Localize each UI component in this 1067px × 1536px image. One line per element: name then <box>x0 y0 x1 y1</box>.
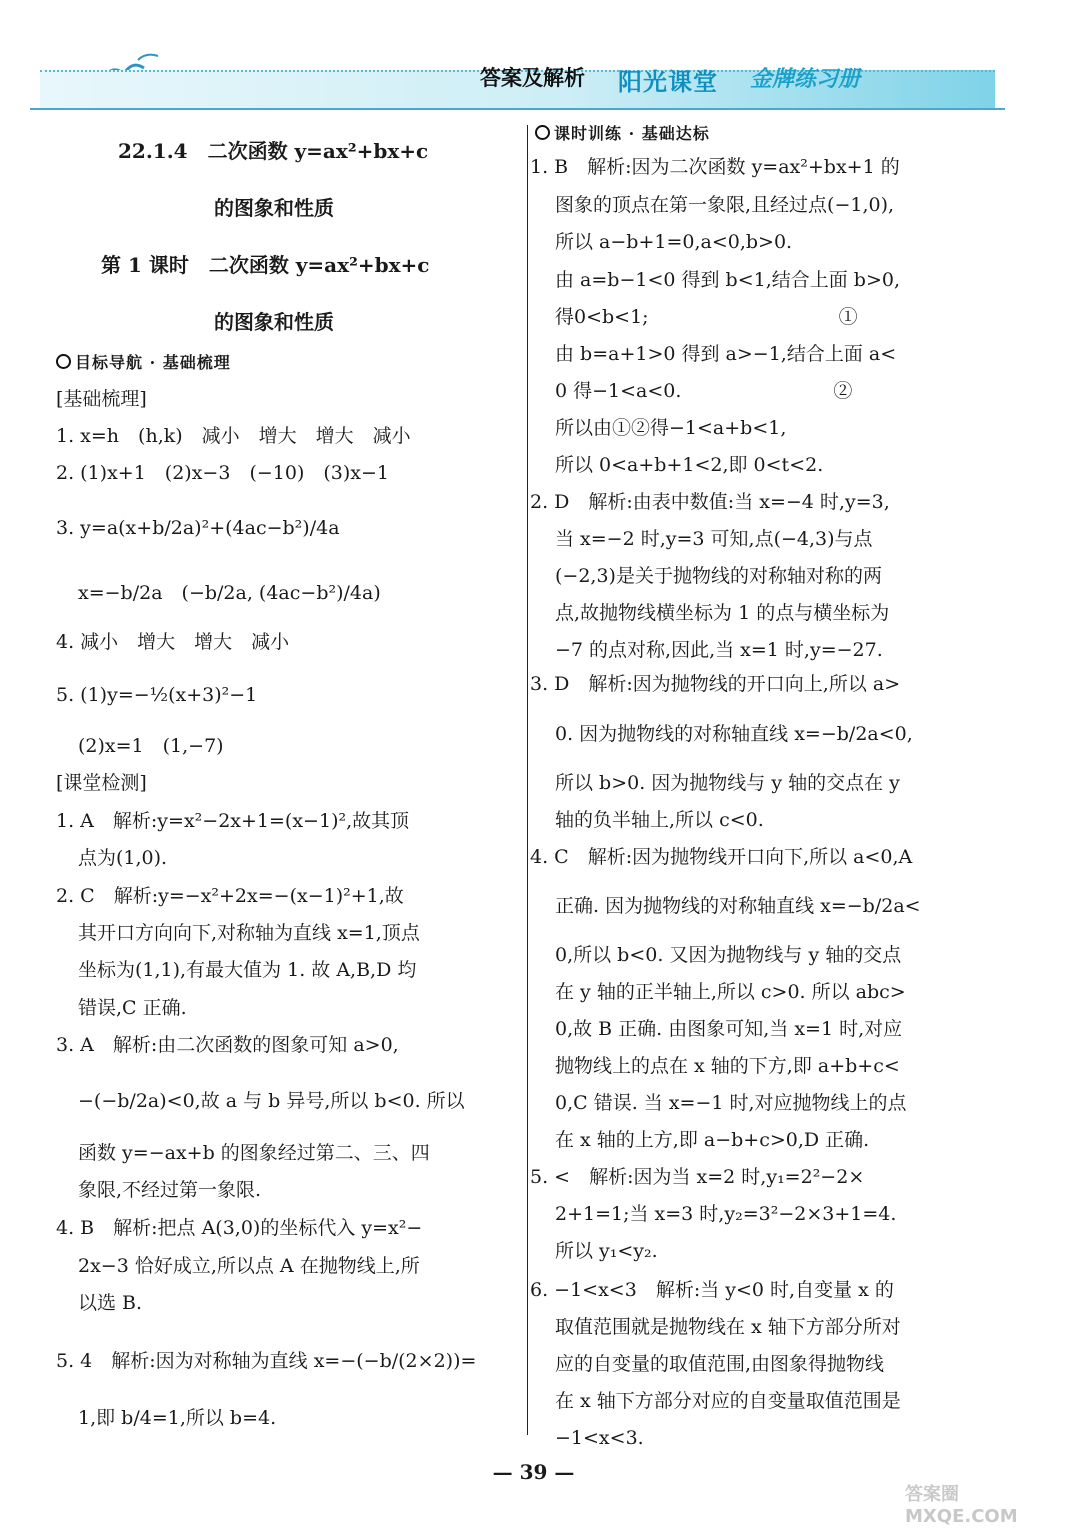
answer-line: 所以 y₁<y₂. <box>555 1240 658 1262</box>
bullet-icon <box>535 125 550 140</box>
answer-line: −1<x<3. <box>555 1427 644 1449</box>
answer-line: 抛物线上的点在 x 轴的下方,即 a+b+c< <box>555 1055 900 1077</box>
answer-line: 4. 减小 增大 增大 减小 <box>56 631 290 653</box>
section-title: 22.1.4 二次函数 y=ax²+bx+c <box>118 139 429 163</box>
answer-line: 由 b=a+1>0 得到 a>−1,结合上面 a< <box>555 343 897 365</box>
answer-line: 0 得−1<a<0. ② <box>555 380 853 402</box>
answer-line: 2. D 解析:由表中数值:当 x=−4 时,y=3, <box>530 491 890 513</box>
subsection-tag <box>56 344 231 381</box>
answer-line: 4. B 解析:把点 A(3,0)的坐标代入 y=x²− <box>56 1217 423 1239</box>
answer-line: 1. B 解析:因为二次函数 y=ax²+bx+1 的 <box>530 156 900 178</box>
answer-line: 3. D 解析:因为抛物线的开口向上,所以 a> <box>530 673 901 695</box>
answer-line: 取值范围就是抛物线在 x 轴下方部分所对 <box>555 1316 901 1338</box>
section-title-cont: 的图象和性质 <box>214 196 334 220</box>
page-number: — 39 — <box>492 1460 575 1484</box>
answer-line: 其开口方向向下,对称轴为直线 x=1,顶点 <box>78 922 420 944</box>
answer-line: 轴的负半轴上,所以 c<0. <box>555 809 764 831</box>
answer-line: −7 的点对称,因此,当 x=1 时,y=−27. <box>555 639 883 661</box>
answer-line: −(−b/2a)<0,故 a 与 b 异号,所以 b<0. 所以 <box>78 1090 465 1112</box>
answer-line: 图象的顶点在第一象限,且经过点(−1,0), <box>555 194 895 216</box>
answer-line: 4. C 解析:因为抛物线开口向下,所以 a<0,A <box>530 846 913 868</box>
watermark: 答案圈 MXQE.COM <box>905 1484 1018 1527</box>
answer-line: 1. x=h (h,k) 减小 增大 增大 减小 <box>56 425 411 447</box>
answer-line: 正确. 因为抛物线的对称轴直线 x=−b/2a< <box>555 895 921 917</box>
answer-line: 在 y 轴的正半轴上,所以 c>0. 所以 abc> <box>555 981 906 1003</box>
answer-line: 坐标为(1,1),有最大值为 1. 故 A,B,D 均 <box>78 959 417 981</box>
section-label: 答案及解析 <box>480 65 585 90</box>
page-header <box>0 0 1067 125</box>
answer-line: 函数 y=−ax+b 的图象经过第二、三、四 <box>78 1142 430 1164</box>
series-title: 金牌练习册 <box>750 66 861 92</box>
answer-line: 5. 4 解析:因为对称轴为直线 x=−(−b/(2×2))= <box>56 1350 477 1372</box>
answer-line: 5. < 解析:因为当 x=2 时,y₁=2²−2× <box>530 1166 865 1188</box>
brand-title: 阳光课堂 <box>618 67 718 96</box>
subsection-label: 课时训练 · 基础达标 <box>554 124 710 143</box>
answer-line: 所以由①②得−1<a+b<1, <box>555 417 787 439</box>
header-rule <box>30 108 1005 110</box>
answer-line: 0,所以 b<0. 又因为抛物线与 y 轴的交点 <box>555 944 902 966</box>
subsection-tag <box>535 115 710 152</box>
answer-line: 0,故 B 正确. 由图象可知,当 x=1 时,对应 <box>555 1018 903 1040</box>
answer-line: x=−b/2a (−b/2a, (4ac−b²)/4a) <box>78 582 381 604</box>
block-heading: [基础梳理] <box>56 388 147 410</box>
answer-line: 象限,不经过第一象限. <box>78 1179 262 1201</box>
lesson-title: 第 1 课时 二次函数 y=ax²+bx+c <box>101 253 430 277</box>
answer-line: 得0<b<1; ① <box>555 306 858 328</box>
answer-line: 2x−3 恰好成立,所以点 A 在抛物线上,所 <box>78 1255 420 1277</box>
bullet-icon <box>56 354 71 369</box>
answer-line: 1,即 b/4=1,所以 b=4. <box>78 1407 277 1429</box>
lesson-title-cont: 的图象和性质 <box>214 310 334 334</box>
answer-line: 错误,C 正确. <box>78 997 187 1019</box>
answer-line: 点,故抛物线横坐标为 1 的点与横坐标为 <box>555 602 890 624</box>
column-divider <box>527 125 528 1435</box>
answer-line: 应的自变量的取值范围,由图象得抛物线 <box>555 1353 885 1375</box>
answer-line: 0. 因为抛物线的对称轴直线 x=−b/2a<0, <box>555 723 913 745</box>
answer-line: 0,C 错误. 当 x=−1 时,对应抛物线上的点 <box>555 1092 907 1114</box>
answer-line: 以选 B. <box>78 1292 143 1314</box>
answer-line: 2+1=1;当 x=3 时,y₂=3²−2×3+1=4. <box>555 1203 897 1225</box>
answer-line: 2. (1)x+1 (2)x−3 (−10) (3)x−1 <box>56 462 390 484</box>
answer-line: 所以 0<a+b+1<2,即 0<t<2. <box>555 454 824 476</box>
block-heading: [课堂检测] <box>56 772 147 794</box>
answer-line: 由 a=b−1<0 得到 b<1,结合上面 b>0, <box>555 269 901 291</box>
answer-line: (2)x=1 (1,−7) <box>78 735 224 757</box>
answer-line: 所以 b>0. 因为抛物线与 y 轴的交点在 y <box>555 772 900 794</box>
answer-line: 1. A 解析:y=x²−2x+1=(x−1)²,故其顶 <box>56 810 410 832</box>
subsection-label: 目标导航 · 基础梳理 <box>75 353 231 372</box>
answer-line: 在 x 轴的上方,即 a−b+c>0,D 正确. <box>555 1129 870 1151</box>
answer-line: 点为(1,0). <box>78 847 168 869</box>
answer-line: 2. C 解析:y=−x²+2x=−(x−1)²+1,故 <box>56 885 404 907</box>
answer-line: 6. −1<x<3 解析:当 y<0 时,自变量 x 的 <box>530 1279 894 1301</box>
answer-line: 5. (1)y=−½(x+3)²−1 <box>56 684 258 706</box>
answer-line: 当 x=−2 时,y=3 可知,点(−4,3)与点 <box>555 528 873 550</box>
answer-line: 3. y=a(x+b/2a)²+(4ac−b²)/4a <box>56 517 340 539</box>
answer-line: (−2,3)是关于抛物线的对称轴对称的两 <box>555 565 882 587</box>
answer-line: 在 x 轴下方部分对应的自变量取值范围是 <box>555 1390 901 1412</box>
answer-line: 3. A 解析:由二次函数的图象可知 a>0, <box>56 1034 399 1056</box>
answer-line: 所以 a−b+1=0,a<0,b>0. <box>555 231 793 253</box>
